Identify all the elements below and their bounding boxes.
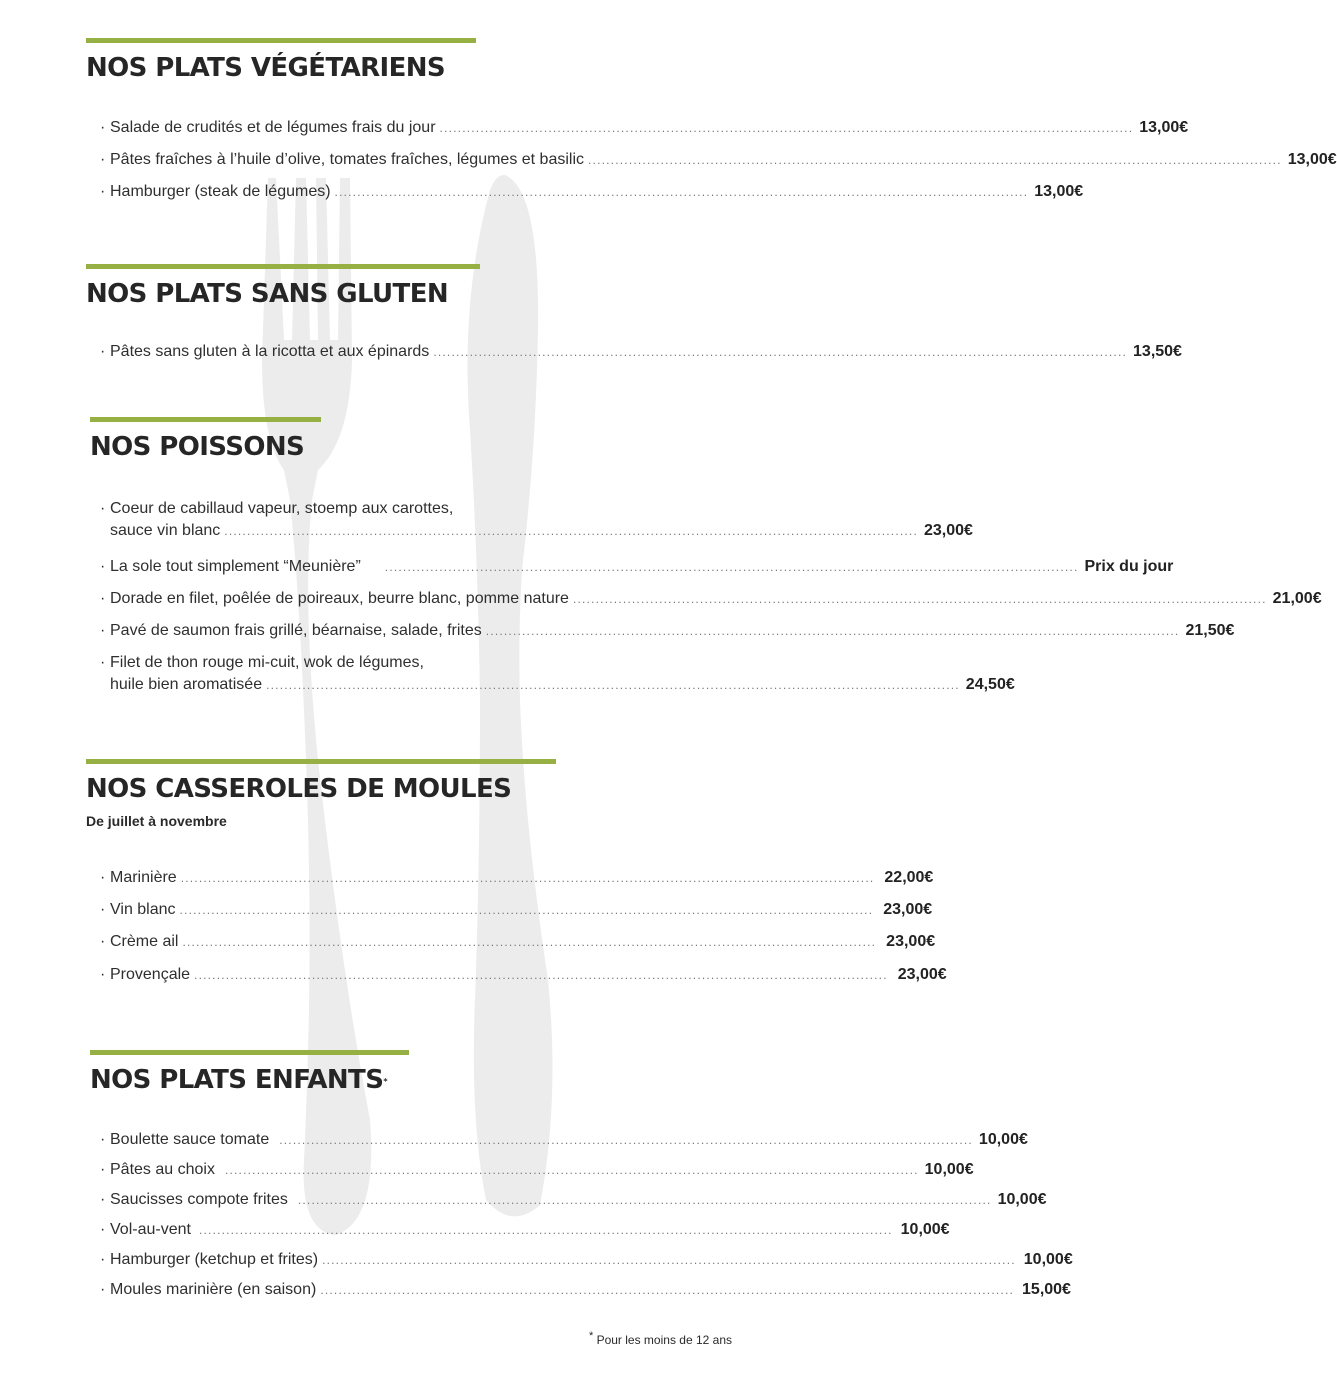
menu-item: · Filet de thon rouge mi-cuit, wok de légumes, huile bien aromatisée ......................................................................................................................................................... 24,50€	[100, 654, 1015, 693]
item-name: Provençale	[110, 966, 191, 983]
item-price: 10,00€	[900, 1221, 950, 1238]
item-name: Hamburger (ketchup et frites)	[110, 1251, 319, 1268]
item-name: Pâtes au choix	[110, 1161, 215, 1178]
item-price: 23,00€	[886, 933, 936, 950]
item-price: 22,00€	[884, 869, 934, 886]
section-accent-bar	[90, 417, 321, 422]
section-title: NOS POISSONS	[90, 432, 305, 462]
section-subtitle: De juillet à novembre	[86, 813, 227, 829]
menu-item: · Dorade en filet, poêlée de poireaux, beurre blanc, pomme nature ......................................................................................................................................................... 21,00€	[100, 590, 1322, 607]
item-price: 23,00€	[897, 966, 947, 983]
menu-item: · Moules marinière (en saison) ......................................................................................................................................................... 15,00€	[100, 1281, 1071, 1298]
item-price: 23,00€	[924, 522, 973, 539]
item-name: Crème ail	[110, 933, 179, 950]
item-name: Boulette sauce tomate	[110, 1131, 270, 1148]
item-name: Saucisses compote frites	[110, 1191, 288, 1208]
item-price: 15,00€	[1022, 1281, 1071, 1298]
item-name: Pavé de saumon frais grillé, béarnaise, salade, frites	[110, 622, 482, 639]
menu-item: · Boulette sauce tomate ......................................................................................................................................................... 10,00€	[100, 1131, 1028, 1148]
item-price: 21,00€	[1272, 590, 1322, 607]
section-accent-bar	[86, 38, 476, 43]
item-price: 13,00€	[1034, 183, 1084, 200]
item-price: Prix du jour	[1084, 558, 1174, 575]
item-name: Salade de crudités et de légumes frais du jour	[110, 119, 436, 136]
item-price: 13,00€	[1287, 151, 1337, 168]
item-price: 21,50€	[1185, 622, 1235, 639]
item-name-line2: huile bien aromatisée	[110, 676, 263, 693]
item-price: 13,00€	[1139, 119, 1189, 136]
item-price: 23,00€	[883, 901, 933, 918]
menu-item: · Vol-au-vent ......................................................................................................................................................... 10,00€	[100, 1221, 950, 1238]
item-name: Dorade en filet, poêlée de poireaux, beurre blanc, pomme nature	[110, 590, 569, 607]
menu-item: · Provençale ......................................................................................................................................................... 23,00€	[100, 966, 947, 983]
menu-item: · Pâtes au choix ......................................................................................................................................................... 10,00€	[100, 1161, 974, 1178]
menu-item: · Marinière ......................................................................................................................................................... 22,00€	[100, 869, 934, 886]
item-price: 10,00€	[978, 1131, 1028, 1148]
item-name: Vol-au-vent	[110, 1221, 191, 1238]
menu-item: · Crème ail ......................................................................................................................................................... 23,00€	[100, 933, 936, 950]
section-accent-bar	[90, 1050, 409, 1055]
menu-item: · Coeur de cabillaud vapeur, stoemp aux carottes, sauce vin blanc ......................................................................................................................................................... 23,00€	[100, 500, 973, 539]
footnote-text: Pour les moins de 12 ans	[596, 1333, 732, 1347]
section-accent-bar	[86, 264, 480, 269]
item-name: Hamburger (steak de légumes)	[110, 183, 331, 200]
item-price: 13,50€	[1133, 343, 1182, 360]
section-title: NOS CASSEROLES DE MOULES	[86, 774, 512, 804]
item-name: Pâtes sans gluten à la ricotta et aux épinards	[110, 343, 430, 360]
item-price: 10,00€	[997, 1191, 1047, 1208]
section-title: NOS PLATS SANS GLUTEN	[86, 279, 449, 309]
item-name: Filet de thon rouge mi-cuit, wok de légumes,	[110, 654, 424, 671]
menu-item: · Hamburger (steak de légumes) ......................................................................................................................................................... 13,00€	[100, 183, 1084, 200]
menu-item: · Vin blanc ......................................................................................................................................................... 23,00€	[100, 901, 933, 918]
item-price: 10,00€	[1023, 1251, 1073, 1268]
menu-item: · Salade de crudités et de légumes frais du jour ......................................................................................................................................................... 13,00€	[100, 119, 1189, 136]
menu-item: · Pavé de saumon frais grillé, béarnaise, salade, frites ......................................................................................................................................................... 21,50€	[100, 622, 1235, 639]
item-name: La sole tout simplement “Meunière”	[110, 558, 361, 575]
title-footnote-mark: *	[383, 1077, 387, 1086]
item-price: 24,50€	[965, 676, 1015, 693]
item-name: Marinière	[110, 869, 177, 886]
menu-item: · Pâtes sans gluten à la ricotta et aux épinards ......................................................................................................................................................... 13,50€	[100, 343, 1182, 360]
footnote	[589, 1330, 732, 1347]
item-name: Coeur de cabillaud vapeur, stoemp aux carottes,	[110, 500, 454, 517]
section-accent-bar	[86, 759, 556, 764]
item-name: Pâtes fraîches à l’huile d’olive, tomates fraîches, légumes et basilic	[110, 151, 585, 168]
item-name: Moules marinière (en saison)	[110, 1281, 317, 1298]
menu-item: · Pâtes fraîches à l’huile d’olive, tomates fraîches, légumes et basilic ......................................................................................................................................................... 13,00€	[100, 151, 1337, 168]
item-name: Vin blanc	[110, 901, 176, 918]
footnote-mark: *	[588, 1330, 594, 1342]
section-title: NOS PLATS ENFANTS*	[90, 1065, 387, 1095]
menu-item: · Saucisses compote frites ......................................................................................................................................................... 10,00€	[100, 1191, 1047, 1208]
menu-item: · La sole tout simplement “Meunière” ......................................................................................................................................................... Prix du jour	[100, 558, 1174, 575]
section-title: NOS PLATS VÉGÉTARIENS	[86, 53, 446, 83]
menu-item: · Hamburger (ketchup et frites) ......................................................................................................................................................... 10,00€	[100, 1251, 1073, 1268]
item-name-line2: sauce vin blanc	[110, 522, 221, 539]
item-price: 10,00€	[924, 1161, 974, 1178]
